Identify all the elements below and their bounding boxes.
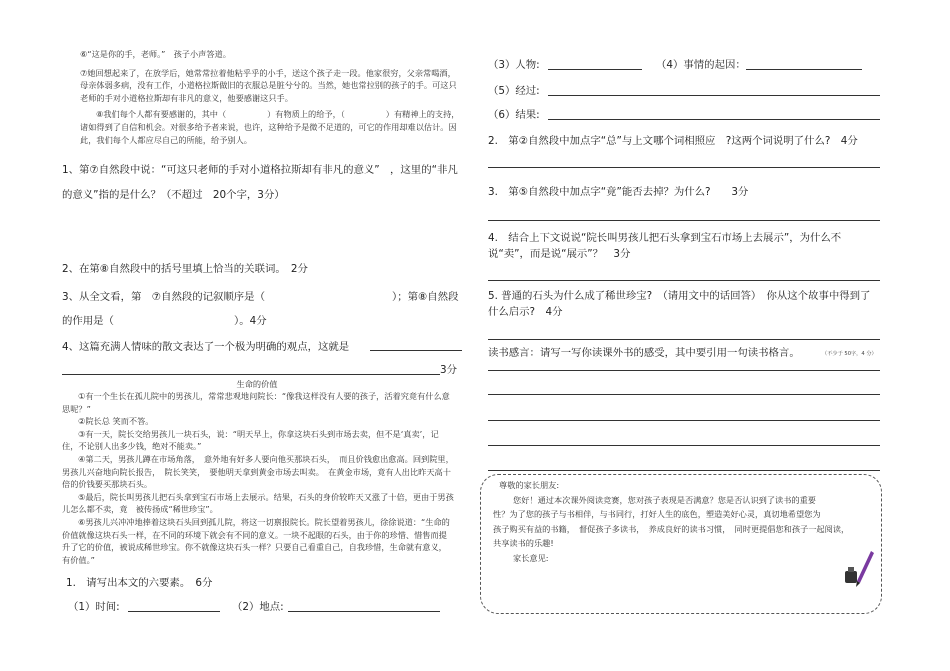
answer-line-person bbox=[548, 69, 642, 70]
question-3-part2: ）；第⑧自然段 bbox=[392, 291, 459, 303]
story-para-6: ⑥男孩儿兴冲冲地捧着这块石头回到孤儿院，将这一切禀报院长。院长望着男孩儿，徐徐说道：“生命的价值就像这块石头一样，在不同的环境下就会有不同的意义。一块不起眼的石头，由于你的珍惜、惜售而提升了它的价值，被说成稀世珍宝。你不就像这块石头一样？只要自己看重自己，自我珍惜，生命就有意义，有价值。” bbox=[62, 516, 450, 565]
pen-and-ink-icon bbox=[841, 545, 877, 591]
passage-top bbox=[80, 48, 460, 146]
para-7: ⑦她回想起来了，在放学后，她常常拉着他粘乎乎的小手，送这个孩子走一段。他家很穷，父亲常喝酒，母亲体弱多病，没有工作，小道格拉斯做旧的衣服总是脏兮兮的。当然，她也常拉别的孩子的手。可这只老师的手对小道格拉斯却有非凡的意义，他要感谢这只手。 bbox=[80, 67, 457, 103]
reading-line-1 bbox=[488, 370, 880, 371]
question-2: 2、在第⑧自然段中的括号里填上恰当的关联词。 2分 bbox=[62, 263, 308, 275]
question-2-right: 2. 第②自然段中加点字“总”与上文哪个词相照应 ?这两个词说明了什么? 4分 bbox=[488, 135, 858, 147]
answer-line-cause bbox=[746, 69, 862, 70]
answer-line-q4 bbox=[488, 280, 880, 281]
question-4: 4、这篇充满人情味的散文表达了一个极为明确的观点，这就是 bbox=[62, 341, 350, 353]
notice-body-3: 孩子购买有益的书籍， 督促孩子多读书， 养成良好的读书习惯， 同时更提倡您和孩子一起阅读， bbox=[493, 523, 850, 534]
answer-line-result bbox=[548, 119, 880, 120]
answer-line-q5 bbox=[488, 339, 880, 340]
story-body bbox=[62, 390, 454, 566]
label-result: （6）结果: bbox=[488, 109, 540, 121]
question-5-right: 5. 普通的石头为什么成了稀世珍宝? （请用文中的话回答） 你从这个故事中得到了什么启示? 4分 bbox=[488, 290, 871, 318]
notice-body-1: 您好！通过本次课外阅读竞赛，您对孩子表现是否满意？您是否认识到了读书的重要 bbox=[513, 494, 816, 505]
label-place: （2）地点: bbox=[232, 601, 284, 613]
story-title: 生命的价值 bbox=[236, 379, 278, 389]
answer-line-q3 bbox=[488, 220, 880, 221]
question-3-part4: ）。4分 bbox=[234, 315, 267, 327]
label-person: （3）人物: bbox=[488, 59, 540, 71]
question-4-score: 3分 bbox=[440, 364, 458, 376]
question-elements: 1. 请写出本文的六要素。 6分 bbox=[66, 577, 213, 589]
question-4-right: 4. 结合上下文说说“院长叫男孩儿把石头拿到宝石市场上去展示”，为什么不说“卖”，而是说“展示”？ 3分 bbox=[488, 232, 842, 260]
answer-line-process bbox=[548, 95, 880, 96]
reading-line-3 bbox=[488, 420, 880, 421]
answer-line-time bbox=[128, 611, 220, 612]
para-8: ⑧我们每个人都有要感谢的，其中（ ）有物质上的给予，（ ）有精神上的支持，诸如得到了自信和机会。对很多给予者来说，也许，这种给予是微不足道的，可它的作用却难以估计。因此，我们每个人都应尽自己的所能，给予别人。 bbox=[80, 109, 460, 145]
answer-line-place bbox=[288, 611, 440, 612]
story-para-4: ④第二天，男孩儿蹲在市场角落， 意外地有好多人要向他买那块石头， 而且价钱愈出愈高。回到院里，男孩儿兴奋地向院长报告， 院长笑笑， 要他明天拿到黄金市场去叫卖。 在黄金市场，竟有人出比昨天高十倍的价钱要买那块石头。 bbox=[62, 453, 454, 490]
question-1: 1、第⑦自然段中说：“可这只老师的手对小道格拉斯却有非凡的意义” ，这里的“非凡的意义”指的是什么？（不超过 20个字，3分） bbox=[62, 164, 458, 201]
notice-opinion: 家长意见: bbox=[513, 552, 549, 563]
label-time: （1）时间: bbox=[68, 601, 120, 613]
reading-prompt: 读书感言：请写一写你读课外书的感受，其中要引用一句读书格言。 bbox=[488, 347, 800, 359]
reading-note: （不少于 50字，4 分） bbox=[822, 351, 877, 357]
reading-line-4 bbox=[488, 445, 880, 446]
question-3-right: 3. 第⑤自然段中加点字“竟”能否去掉？为什么? 3分 bbox=[488, 186, 749, 198]
notice-body-4: 共享读书的乐趣! bbox=[493, 538, 554, 548]
story-para-1: ①有一个生长在孤儿院中的男孩儿，常常悲观地问院长：“像我这样没有人要的孩子，活着究竟有什么意思呢？” bbox=[62, 391, 450, 414]
answer-line-q4a bbox=[370, 350, 462, 351]
parent-notice-text bbox=[493, 478, 873, 565]
notice-greeting: 尊敬的家长朋友: bbox=[499, 480, 560, 490]
para-6: ⑥“这是你的手，老师。” 孩子小声答道。 bbox=[80, 49, 231, 59]
answer-line-q2 bbox=[488, 167, 880, 168]
story-para-5: ⑤最后，院长叫男孩儿把石头拿到宝石市场上去展示。结果，石头的身价较昨天又涨了十倍，更由于男孩儿怎么都不卖，竟 被传扬成“稀世珍宝”。 bbox=[62, 491, 454, 515]
notice-body-2: 性？为了您的孩子与书相伴，与书同行，打好人生的底色，塑造美好心灵，真切地希望您为 bbox=[493, 509, 821, 519]
label-cause: （4）事情的起因： bbox=[656, 59, 746, 71]
pen-icon bbox=[856, 551, 874, 587]
story-para-2: ②院长总 笑而不答。 bbox=[78, 416, 154, 427]
question-3-part1: 3、从全文看，第 ⑦自然段的记叙顺序是（ bbox=[62, 291, 265, 303]
label-process: （5）经过: bbox=[488, 85, 540, 97]
answer-line-q4b bbox=[62, 374, 440, 375]
reading-line-2 bbox=[488, 394, 880, 395]
ink-bottle-icon bbox=[845, 567, 857, 583]
question-3-part3: 的作用是（ bbox=[62, 315, 114, 327]
parent-notice-box bbox=[480, 474, 882, 614]
story-para-3: ③有一天，院长交给男孩儿一块石头，说：“明天早上，你拿这块石头到市场去卖，但不是‘真卖’，记住，不论别人出多少钱，绝对不能卖。” bbox=[62, 428, 439, 452]
reading-line-5 bbox=[488, 470, 880, 471]
